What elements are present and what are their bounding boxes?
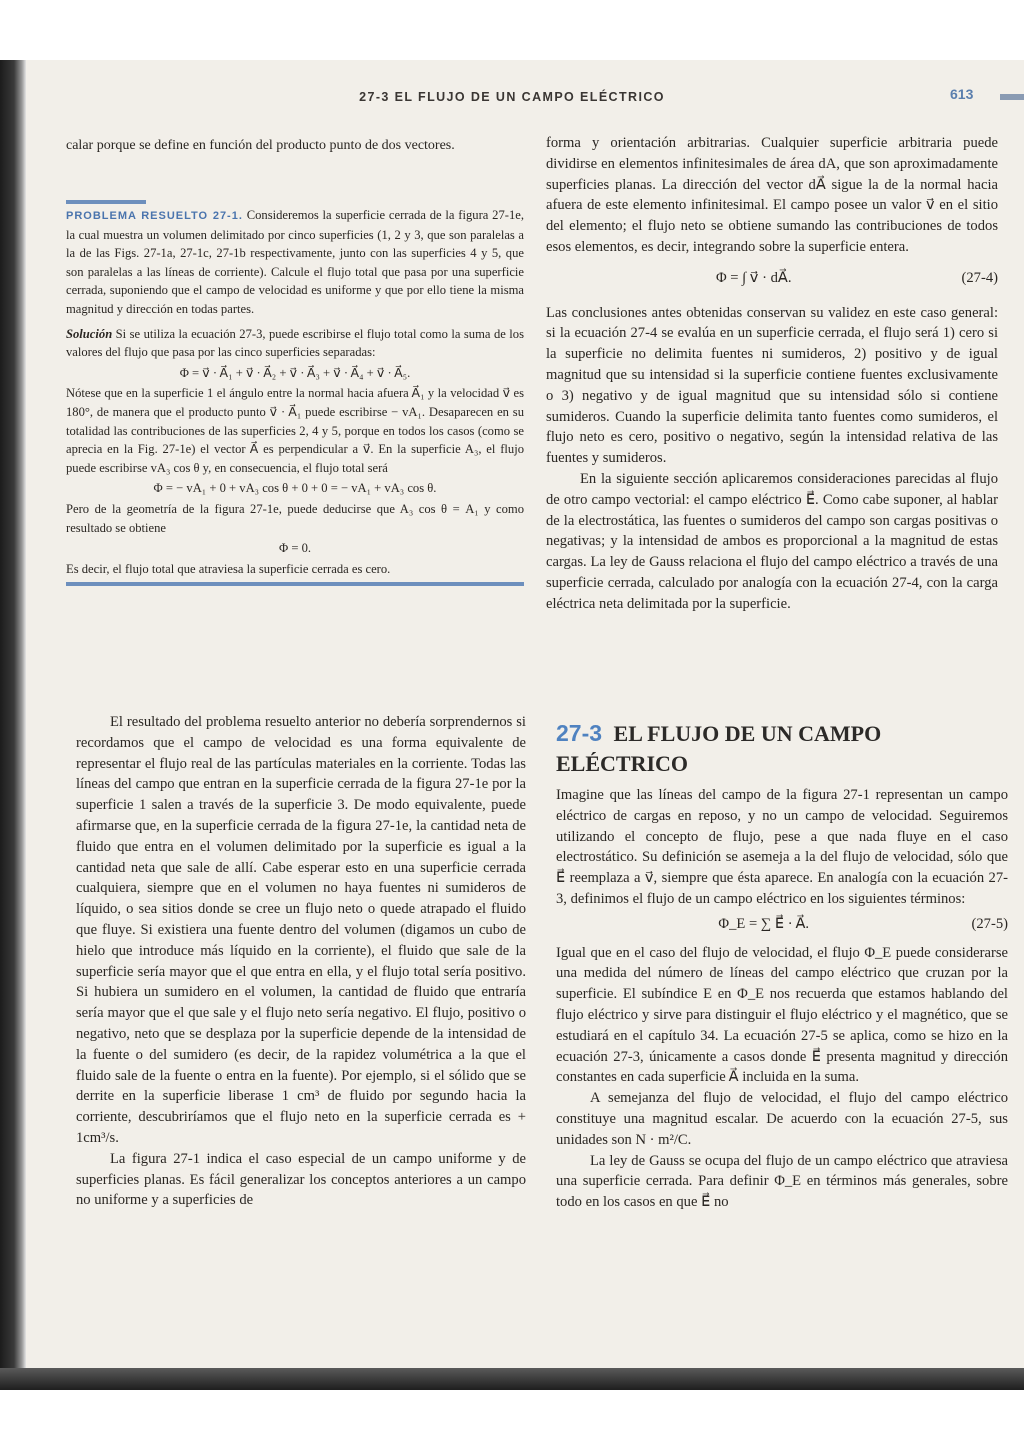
equation-flux-zero: Φ = 0. [278, 541, 312, 556]
equation-27-5 [556, 914, 1008, 935]
left-paragraph-1: El resultado del problema resuelto anterior no debería sorprendernos si recordamos que el campo de velocidad es una forma equivalente de representar el flujo real de las partículas materiales en la corriente. Todas las líneas del campo que entran en la superficie cerrada de la figura 27-1e por la superficie 1 salen a través de la superficie 3. De modo equivalente, puede afirmarse que, en la superficie cerrada de la figura 27-1e, la cantidad neta de fluido que entra en el volumen delimitado por la superficie es igual a la cantidad neta que sale de allí. Cabe esperar esto en una superficie cerrada cualquiera, siempre que en el volumen no haya fuentes ni sumideros de líquido, o sea sitios donde se cree un flujo neto o quede atrapado el fluido que fluye. Si existiera una fuente dentro del volumen (digamos un cubo de hielo que introduce más líquido en la corriente), el fluido que sale de la superficie sería mayor que el que entra en ella, y el flujo total sería positivo. Si hubiera un sumidero en el volumen, la cantidad de fluido que entraría sería mayor que el que sale y el flujo neto sería negativo. El flujo, positivo o negativo, neto que se desplaza por la superficie depende de la intensidad de la fuente o del sumidero (es decir, de la rapidez volumétrica a la que el fluido sale de la fuente o entra en la fuente). Por ejemplo, si el sólido que se derrite en la superficie liberase 1 cm³ de fluido por segundo hacia la corriente, descubriríamos que el flujo neto en la superficie cerrada es + 1cm³/s. [76, 714, 526, 1146]
left-top-text: calar porque se define en función del producto punto de dos vectores. [66, 138, 455, 153]
right-paragraph-1: forma y orientación arbitrarias. Cualquier superficie arbitraria puede dividirse en elementos infinitesimales de área dA, que son aproximadamente superficies planas. La dirección del vector dA⃗ sigue la de la normal hacia afuera de este elemento infinitesimal. El campo posee un valor v⃗ en el sitio del elemento; el flujo neto se obtiene sumando las contribuciones de todos esos elementos, es decir, integrando sobre la superficie entera. [546, 135, 998, 255]
section-title-text: EL FLUJO DE UN CAMPO ELÉCTRICO [556, 721, 882, 776]
equation-flux-total: Φ = − vA₁ + 0 + vA₃ cos θ + 0 + 0 = − vA₁ + vA₃ cos θ. [153, 481, 437, 496]
scan-bottom-edge [0, 1368, 1024, 1390]
section-heading [556, 718, 1006, 779]
section-paragraph-3: A semejanza del flujo de velocidad, el flujo del campo eléctrico constituye una magnitud escalar. De acuerdo con la ecuación 27-5, sus unidades son N · m²/C. [556, 1090, 1008, 1148]
solution-intro: Si se utiliza la ecuación 27-3, puede escribirse el flujo total como la suma de los valores del flujo que pasa por las cinco superficies separadas: [66, 326, 524, 360]
running-head: 27-3 EL FLUJO DE UN CAMPO ELÉCTRICO [359, 90, 665, 104]
left-paragraph-2: La figura 27-1 indica el caso especial de un campo uniforme y de superficies planas. Es fácil generalizar los conceptos anteriores a un campo no uniforme y a superficies de [76, 1150, 526, 1209]
solution-paragraph [66, 325, 524, 362]
problem-top-rule [66, 200, 146, 204]
right-column-top [546, 133, 998, 615]
section-number: 27-3 [556, 720, 603, 746]
page-number: 613 [950, 86, 974, 102]
equation-27-5-body: Φ_E = ∑ E⃗ · A⃗. [718, 915, 810, 932]
solution-geometry: Pero de la geometría de la figura 27-1e, puede deducirse que A₃ cos θ = A₁ y como resultado se obtiene [66, 501, 524, 535]
scan-left-edge [0, 60, 26, 1390]
problem-bottom-rule [66, 582, 524, 586]
right-column-main [556, 785, 1008, 1213]
section-paragraph-1: Imagine que las líneas del campo de la figura 27-1 representan un campo eléctrico de cargas en reposo, y no un campo de velocidad. Seguiremos utilizando el concepto de flujo, pese a que nada fluye en el caso electrostático. Su definición se asemeja a la del flujo de velocidad, sólo que E⃗ reemplaza a v⃗, siempre que ésta aparece. En analogía con la ecuación 27-3, definimos el flujo de un campo eléctrico en los siguientes términos: [556, 787, 1008, 907]
solution-label: Solución [66, 326, 113, 341]
problem-statement: Consideremos la superficie cerrada de la figura 27-1e, la cual muestra un volumen delimitado por cinco superficies (1, 2 y 3, que son paralelas a la de las Figs. 27-1a, 27-1c, 27-1b respectivamente, junto con las superficies 4 y 5, que son paralelas a las líneas de corriente). Calcule el flujo total que pasa por una superficie cerrada, suponiendo que el campo de velocidad es uniforme y que por ello tiene la misma magnitud y dirección en todas partes. [66, 208, 524, 316]
left-column-main [76, 712, 526, 1211]
solution-conclusion: Es decir, el flujo total que atraviesa la superficie cerrada es cero. [66, 561, 391, 576]
equation-27-4-number: (27-4) [961, 269, 998, 286]
right-paragraph-3: En la siguiente sección aplicaremos consideraciones parecidas al flujo de otro campo vectorial: el campo eléctrico E⃗. Como cabe suponer, al hablar de la electrostática, las fuentes o sumideros del campo son cargas positivas o negativas; y la intensidad de ambos es proporcional a la magnitud de estas cargas. La ley de Gauss relaciona el flujo del campo eléctrico a través de una superficie cerrada, calculado por analogía con la ecuación 27-4, con la carga eléctrica neta delimitada por la superficie. [546, 470, 998, 612]
left-column-top [66, 136, 516, 157]
page-number-bar [1000, 94, 1024, 100]
section-paragraph-2: Igual que en el caso del flujo de velocidad, el flujo Φ_E puede considerarse una medida del número de líneas del campo eléctrico que cruzan por la superficie. El subíndice E en Φ_E nos recuerda que estamos hablando del flujo eléctrico y sirve para distinguir el flujo eléctrico y el magnético, que se estudiará en el capítulo 34. La ecuación 27-5 se aplica, como se hizo en la ecuación 27-3, únicamente a casos donde E⃗ presenta magnitud y dirección constantes en cada superficie A⃗ incluida en la suma. [556, 944, 1008, 1086]
equation-27-4-body: Φ = ∫ v⃗ · dA⃗. [715, 269, 792, 286]
equation-flux-sum: Φ = v⃗ · A⃗₁ + v⃗ · A⃗₂ + v⃗ · A⃗₃ + v⃗ · A⃗₄ + v⃗ · A⃗₅. [179, 365, 411, 380]
solved-problem-box [66, 200, 524, 586]
right-paragraph-2: Las conclusiones antes obtenidas conservan su validez en este caso general: si la ecuación 27-4 se evalúa en un superficie cerrada, el flujo será 1) cero si la superficie no delimita fuentes ni sumideros, 2) positivo y de igual magnitud que su intensidad si la superficie contiene fuentes exclusivamente o 3) negativo y de igual magnitud que su intensidad sólo si contiene sumideros. Cuando la superficie delimita tanto fuentes como sumideros, el flujo neto es cero, positivo o negativo, según la intensidad relativa de las fuentes y sumideros. [546, 304, 998, 467]
equation-27-5-number: (27-5) [971, 915, 1008, 932]
problem-title: PROBLEMA RESUELTO 27-1. [66, 210, 243, 222]
equation-27-4 [546, 268, 998, 289]
solution-body: Nótese que en la superficie 1 el ángulo entre la normal hacia afuera A⃗₁ y la velocidad v⃗ es 180°, de manera que el producto punto v⃗ · A⃗₁ puede escribirse − vA₁. Desaparecen en su totalidad las contribuciones de las superficies 2, 4 y 5, porque en todos los casos (como se aprecia en la Fig. 27-1e) el vector A⃗ es perpendicular a v⃗. En la superficie A₃, el flujo puede escribirse vA₃ cos θ y, en consecuencia, el flujo total será [66, 386, 524, 475]
section-paragraph-4: La ley de Gauss se ocupa del flujo de un campo eléctrico que atraviesa una superficie cerrada. Para definir Φ_E en términos más generales, sobre todo en los casos en que E⃗ no [556, 1152, 1008, 1211]
problem-statement-paragraph [66, 206, 524, 319]
